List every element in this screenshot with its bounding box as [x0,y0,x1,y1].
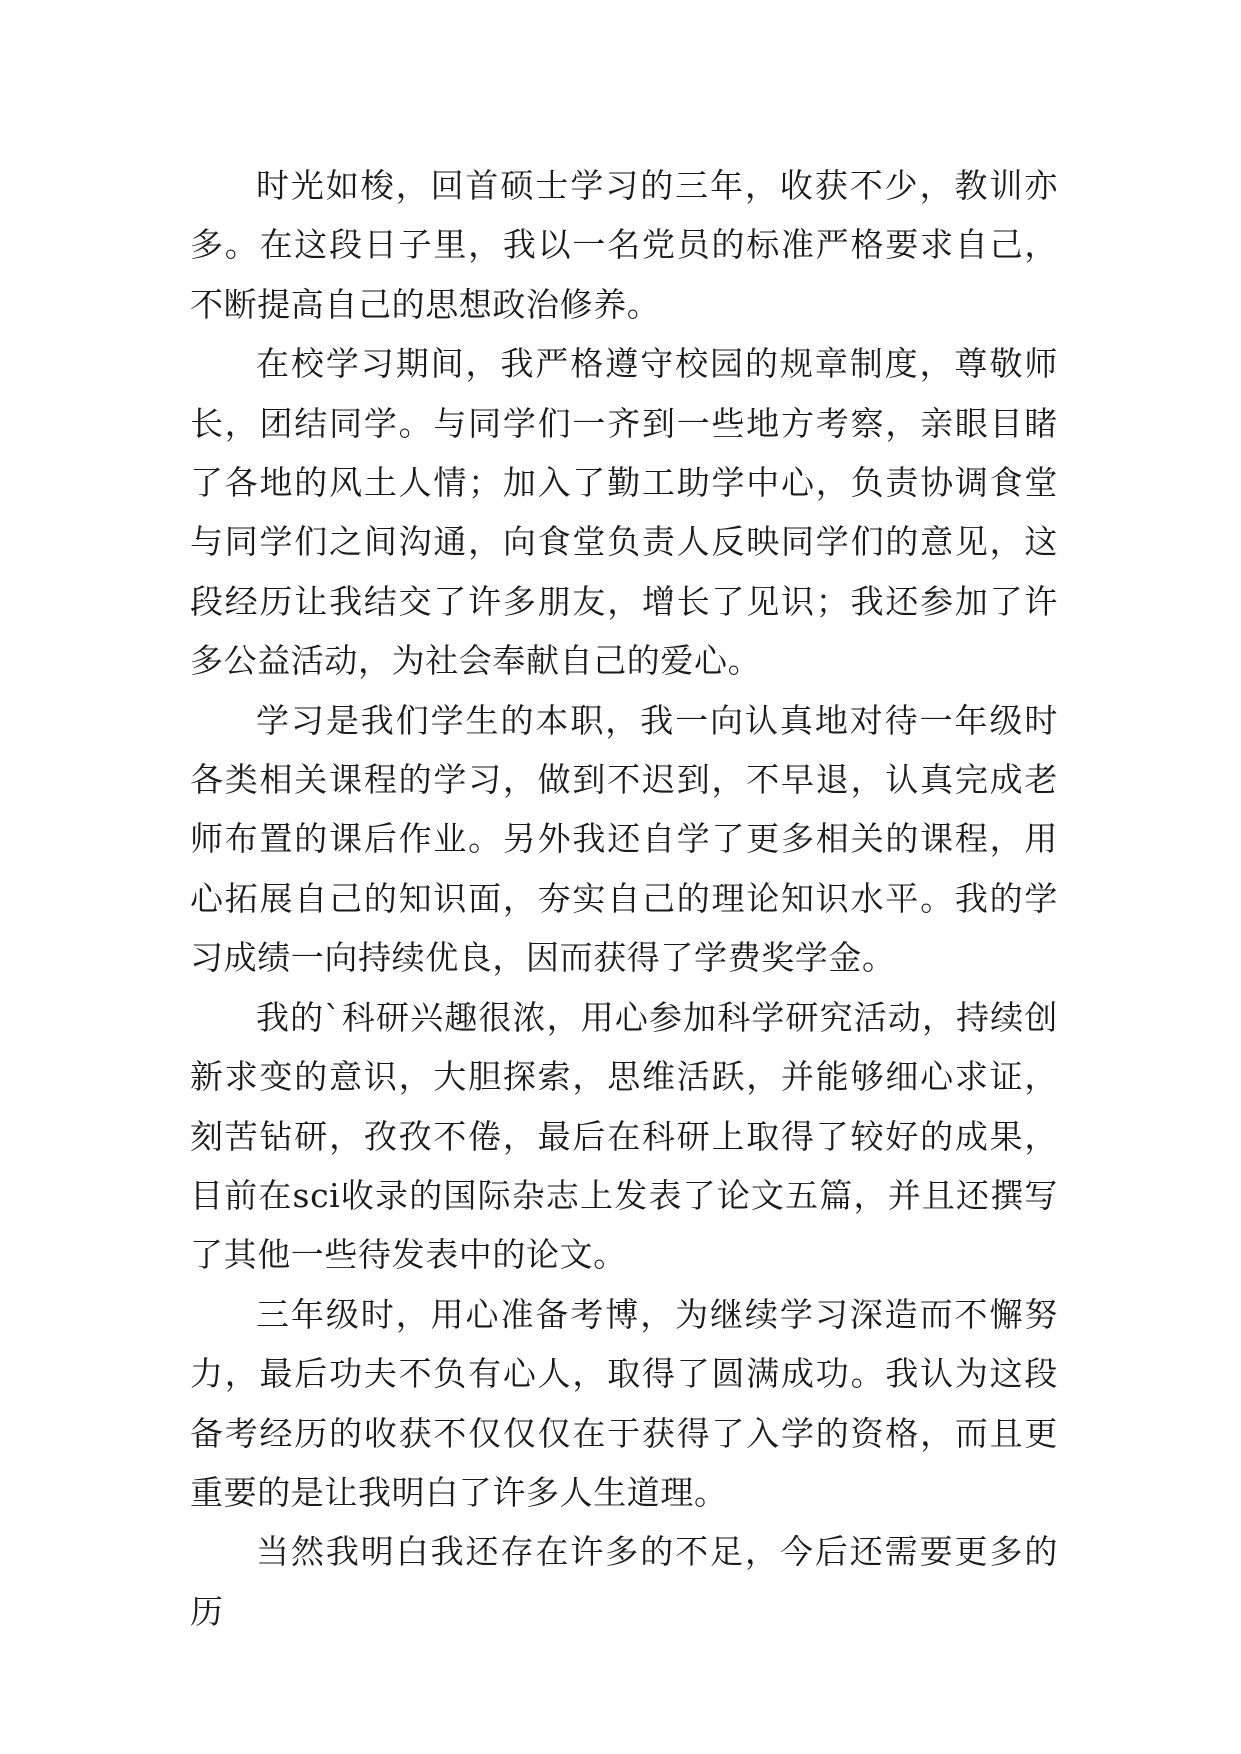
paragraph: 我的`科研兴趣很浓，用心参加科学研究活动，持续创新求变的意识，大胆探索，思维活跃，并能够细心求证，刻苦钻研，孜孜不倦，最后在科研上取得了较好的成果，目前在sci收录的国际杂志上发表了论文五篇，并且还撰写了其他一些待发表中的论文。 [190,997,1058,1275]
paragraph: 在校学习期间，我严格遵守校园的规章制度，尊敬师长，团结同学。与同学们一齐到一些地方考察，亲眼目睹了各地的风土人情；加入了勤工助学中心，负责协调食堂与同学们之间沟通，向食堂负责人反映同学们的意见，这段经历让我结交了许多朋友，增长了见识；我还参加了许多公益活动，为社会奉献自己的爱心。 [190,344,1058,681]
paragraph: 当然我明白我还存在许多的不足，今后还需要更多的历 [190,1532,1058,1631]
paragraph: 学习是我们学生的本职，我一向认真地对待一年级时各类相关课程的学习，做到不迟到，不早退，认真完成老师布置的课后作业。另外我还自学了更多相关的课程，用心拓展自己的知识面，夯实自己的理论知识水平。我的学习成绩一向持续优良，因而获得了学费奖学金。 [190,700,1058,978]
paragraph: 时光如梭，回首硕士学习的三年，收获不少，教训亦多。在这段日子里，我以一名党员的标准严格要求自己，不断提高自己的思想政治修养。 [190,166,1058,324]
document-body [190,156,1058,1641]
paragraph: 三年级时，用心准备考博，为继续学习深造而不懈努力，最后功夫不负有心人，取得了圆满成功。我认为这段备考经历的收获不仅仅仅在于获得了入学的资格，而且更重要的是让我明白了许多人生道理。 [190,1294,1058,1512]
